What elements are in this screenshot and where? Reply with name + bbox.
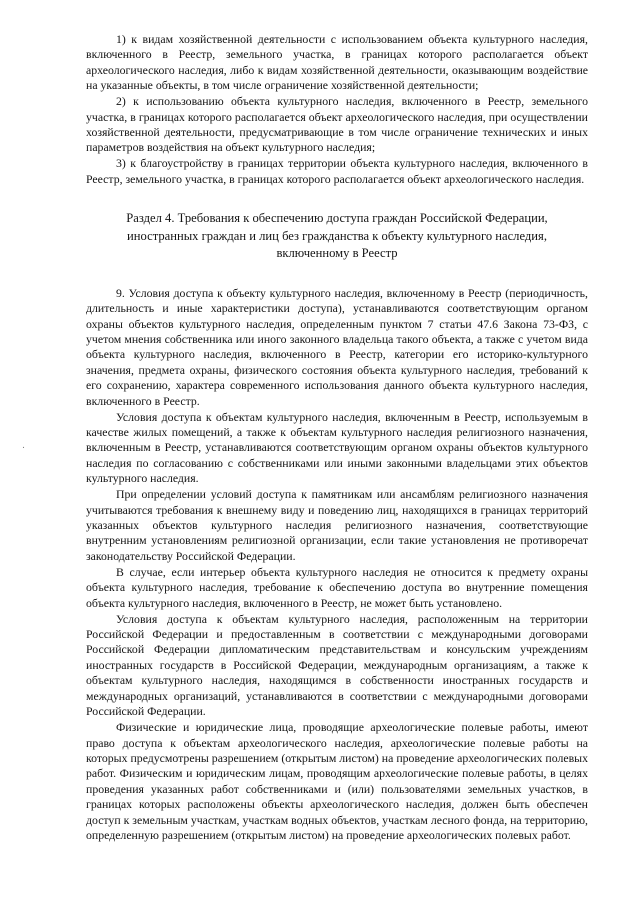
requirements-list	[86, 32, 588, 187]
section-body	[86, 286, 588, 844]
paragraph: При определении условий доступа к памятникам или ансамблям религиозного назначения учитываются требования к внешнему виду и поведению лиц, находящихся в границах территорий указанных объектов культурного наследия религиозного назначения, соответствующие внутренним установлениям религиозной организации, если такие установления не противоречат законодательству Российской Федерации.	[86, 487, 588, 563]
section-heading-line: включенному в Реестр	[276, 246, 398, 261]
paragraph: Физические и юридические лица, проводящие археологические полевые работы, имеют право доступа к объектам археологического наследия, археологические полевые работы на которых предусмотрены разрешением (открытым листом) на проведение археологических полевых работ. Физическим и юридическим лицам, проводящим археологические полевые работы, в целях проведения указанных работ собственниками и (или) пользователями земельных участков, в границах которых расположены объекты археологического наследия, должен быть обеспечен доступ к земельным участкам, участкам водных объектов, участкам лесного фонда, на территорию, определенную разрешением (открытым листом) на проведение археологических полевых работ.	[86, 720, 588, 842]
paragraph: 9. Условия доступа к объекту культурного наследия, включенному в Реестр (периодичность, длительность и иные характеристики доступа), устанавливаются соответствующим органом охраны объектов культурного наследия, определенным пунктом 7 статьи 47.6 Закона 73-ФЗ, с учетом мнения собственника или иного законного владельца такого объекта, а также с учетом вида объекта культурного наследия, включенного в Реестр, категории его историко-культурного значения, предмета охраны, физического состояния объекта культурного наследия, требований к его сохранению, характера современного использования данного объекта культурного наследия, включенного в Реестр.	[86, 285, 588, 408]
paragraph: Условия доступа к объектам культурного наследия, расположенным на территории Российской Федерации и предоставленным в соответствии с международными договорами Российской Федерации дипломатическим представительствам и консульским учреждениям иностранных государств в Российской Федерации, международным организациям, а также к объектам культурного наследия, находящимся в собственности иностранных государств и международных организаций, устанавливаются в соответствии с международными договорами Российской Федерации.	[86, 611, 588, 719]
paragraph: В случае, если интерьер объекта культурного наследия не относится к предмету охраны объекта культурного наследия, требование к обеспечению доступа во внутренние помещения объекта культурного наследия, включенного в Реестр, не может быть установлено.	[86, 564, 588, 610]
list-item: 3) к благоустройству в границах территории объекта культурного наследия, включенного в Реестр, земельного участка, в границах которого располагается объект археологического наследия.	[86, 156, 588, 186]
section-heading-line: Раздел 4. Требования к обеспечению доступа граждан Российской Федерации,	[126, 211, 548, 226]
paragraph: Условия доступа к объектам культурного наследия, включенным в Реестр, используемым в качестве жилых помещений, а также к объектам культурного наследия религиозного назначения, включенным в Реестр, устанавливаются соответствующим органом охраны объектов культурного наследия по согласованию с собственниками или иными законными владельцами этих объектов культурного наследия.	[86, 409, 588, 486]
list-item: 1) к видам хозяйственной деятельности с использованием объекта культурного наследия, включенного в Реестр, земельного участка, в границах которого располагается объект археологического наследия, либо к видам хозяйственной деятельности, оказывающим воздействие на указанные объекты, в том числе ограничение хозяйственной деятельности;	[86, 32, 588, 93]
list-item: 2) к использованию объекта культурного наследия, включенного в Реестр, земельного участка, в границах которого располагается объект археологического наследия, при осуществлении хозяйственной деятельности, предусматривающие в том числе ограничение технических и иных параметров воздействия на объект культурного наследия;	[86, 94, 588, 155]
section-heading-line: иностранных граждан и лиц без гражданства к объекту культурного наследия,	[127, 228, 547, 243]
section-heading	[86, 210, 588, 263]
scan-speck: ․	[22, 440, 26, 450]
